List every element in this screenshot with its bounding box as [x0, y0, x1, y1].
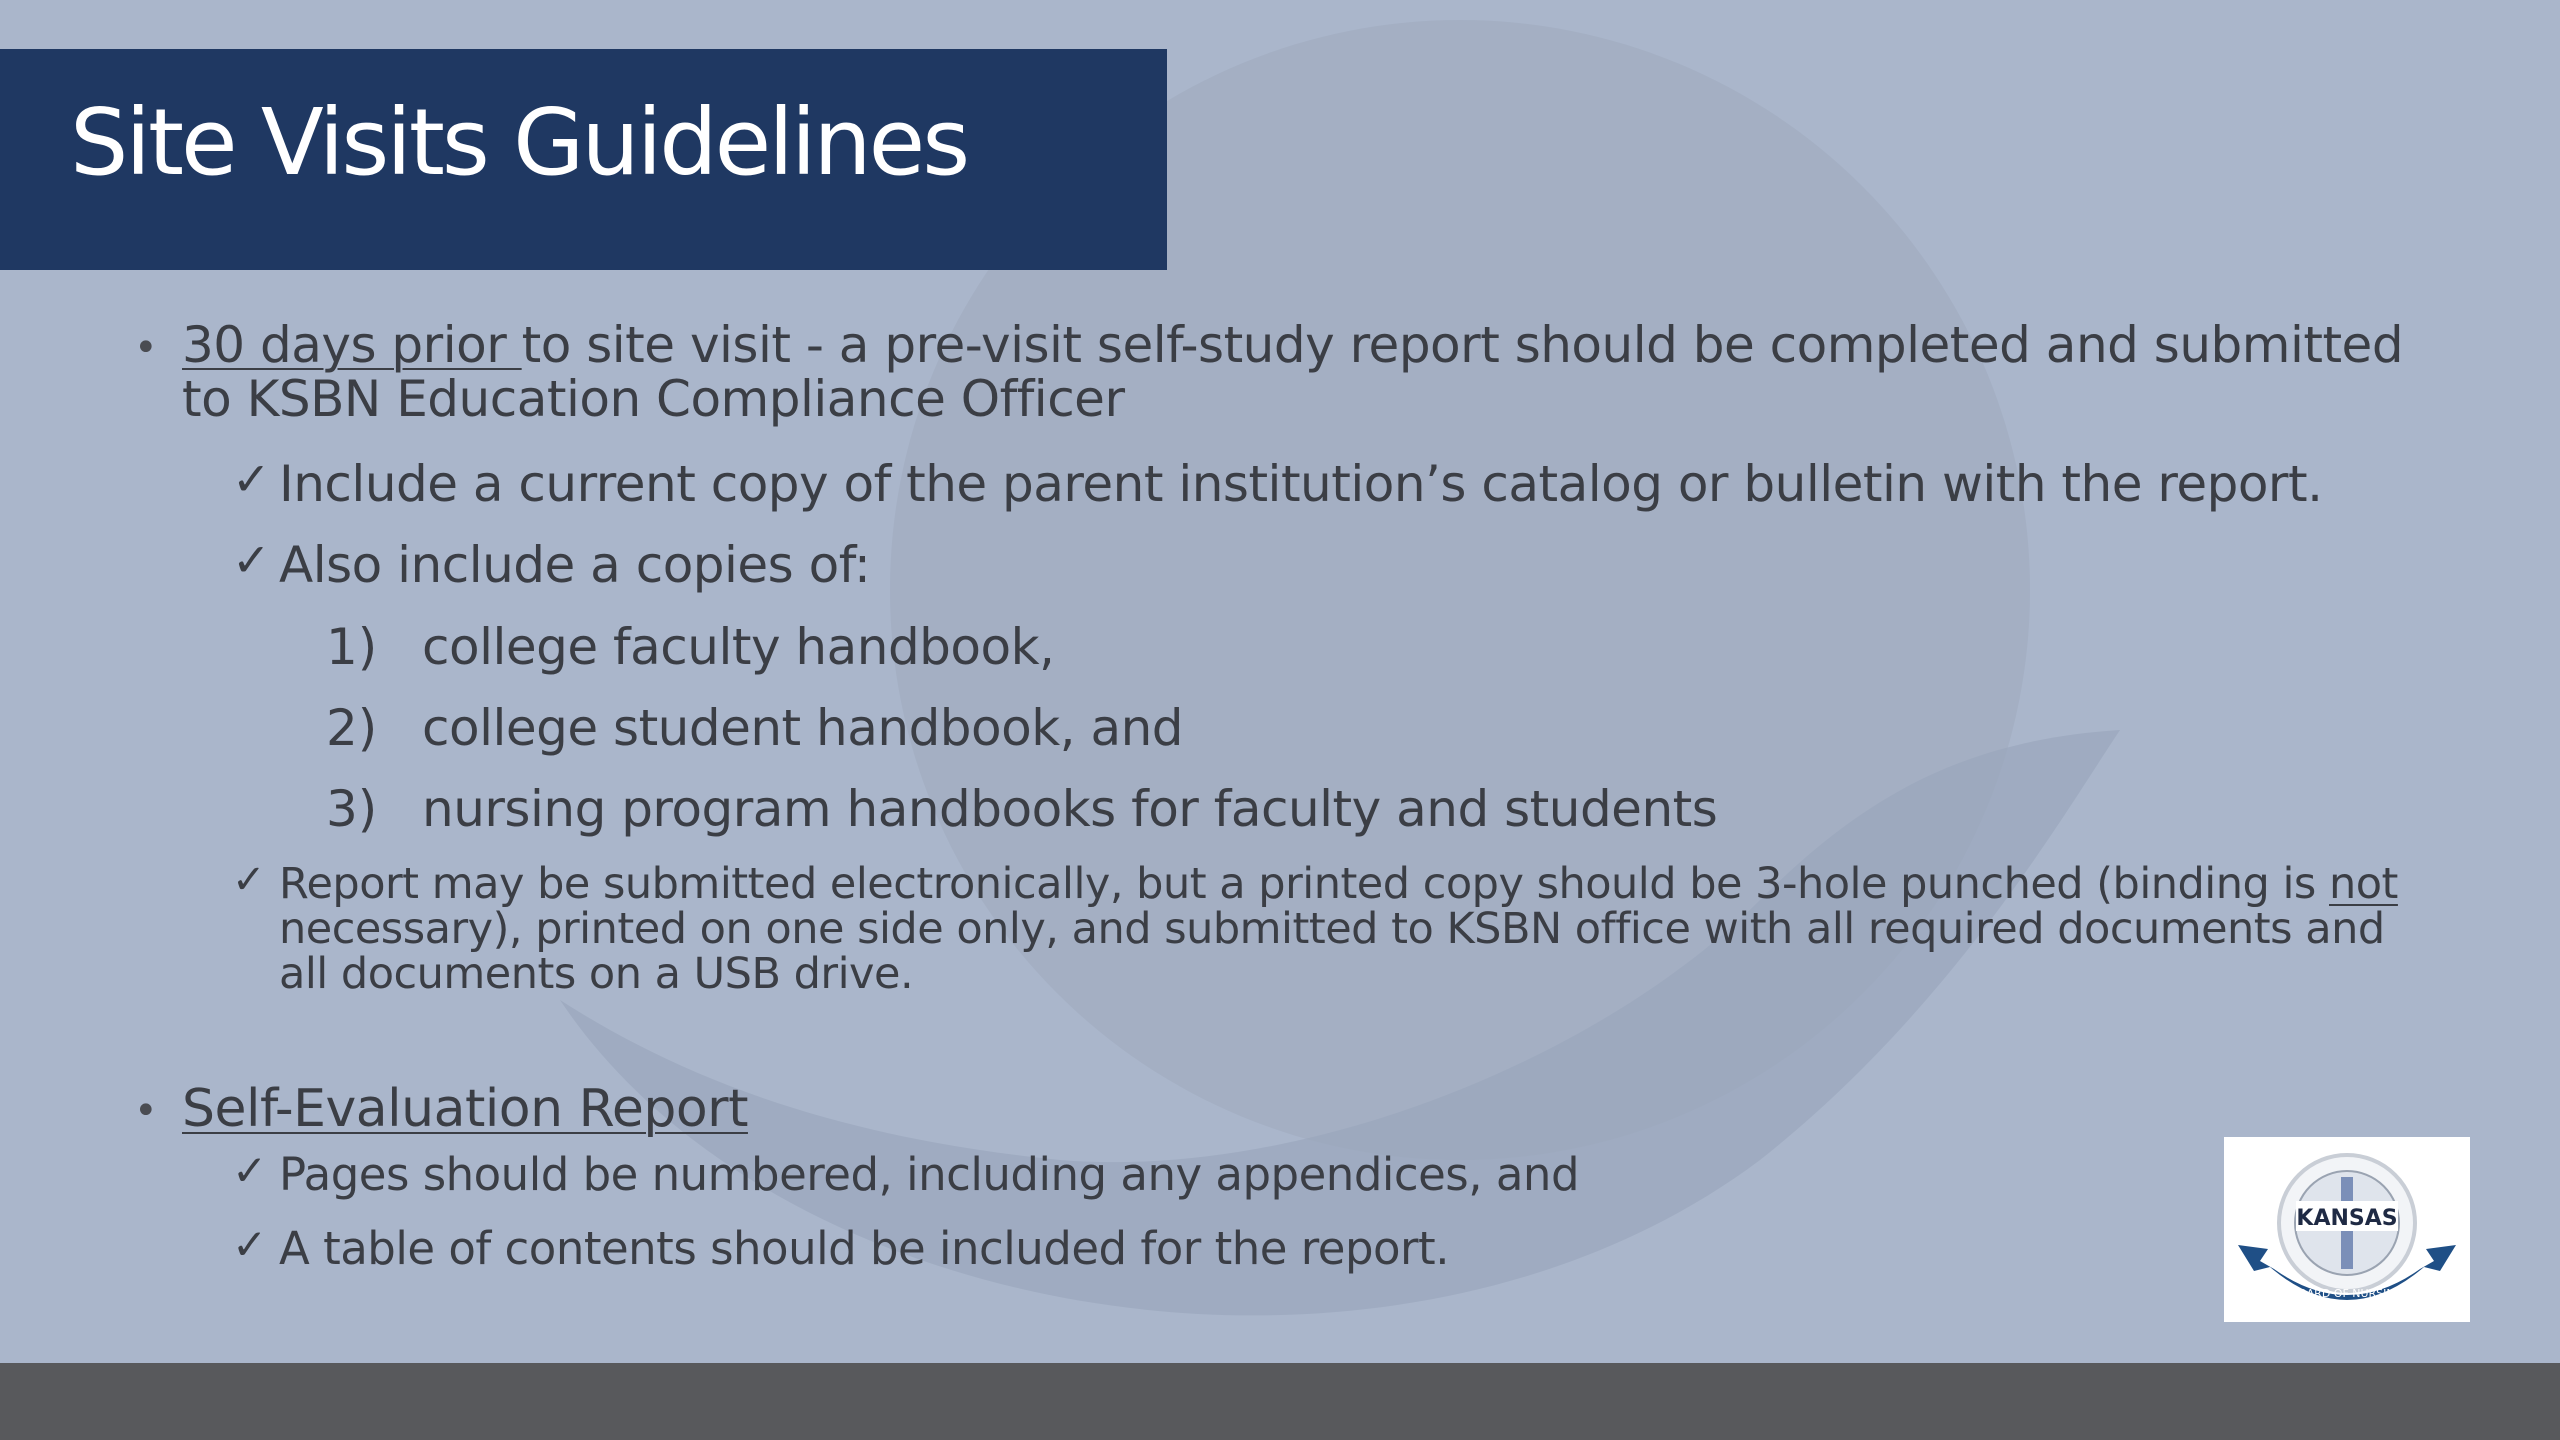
bullet-icon: • [134, 1088, 158, 1134]
list-number: 2) [326, 699, 378, 757]
svg-text:BOARD OF NURSING: BOARD OF NURSING [2290, 1287, 2404, 1300]
seal-icon [2224, 1137, 2470, 1322]
bullet-icon: • [134, 325, 158, 371]
note-submission [279, 859, 2419, 999]
bullet-2-self-evaluation: Self-Evaluation Report [182, 1079, 748, 1139]
bullet-1-rest: to site visit - a pre-visit self-study report should be completed and submitted to KSBN Education Compliance Officer [182, 316, 2404, 428]
check-item-copies: Also include a copies of: [279, 536, 871, 594]
list-item-program-handbooks: nursing program handbooks for faculty and students [422, 780, 1718, 838]
check-icon: ✓ [232, 533, 271, 587]
emphasis-30-days: 30 days prior [182, 316, 522, 374]
kansas-board-of-nursing-logo [2224, 1137, 2470, 1322]
list-number: 1) [326, 618, 378, 676]
check-item-catalog: Include a current copy of the parent institution’s catalog or bulletin with the report. [279, 455, 2323, 513]
check-item-table-of-contents: A table of contents should be included for the report. [279, 1222, 1450, 1275]
list-item-student-handbook: college student handbook, and [422, 699, 1184, 757]
note-emphasis-not: not [2329, 859, 2398, 909]
bottom-bar [0, 1363, 2560, 1440]
note-part-2: necessary), printed on one side only, and submitted to KSBN office with all required documents and all documents on a USB drive. [279, 904, 2385, 999]
check-icon: ✓ [232, 1220, 268, 1269]
bullet-1-text [182, 318, 2412, 426]
list-number: 3) [326, 780, 378, 838]
slide-title: Site Visits Guidelines [70, 89, 968, 196]
note-part-1: Report may be submitted electronically, but a printed copy should be 3-hole punched (binding is [279, 859, 2329, 909]
check-icon: ✓ [232, 1146, 268, 1195]
check-icon: ✓ [232, 452, 271, 506]
list-item-faculty-handbook: college faculty handbook, [422, 618, 1055, 676]
check-icon: ✓ [232, 857, 266, 903]
svg-text:KANSAS: KANSAS [2296, 1206, 2398, 1231]
check-item-pages-numbered: Pages should be numbered, including any appendices, and [279, 1148, 1580, 1201]
